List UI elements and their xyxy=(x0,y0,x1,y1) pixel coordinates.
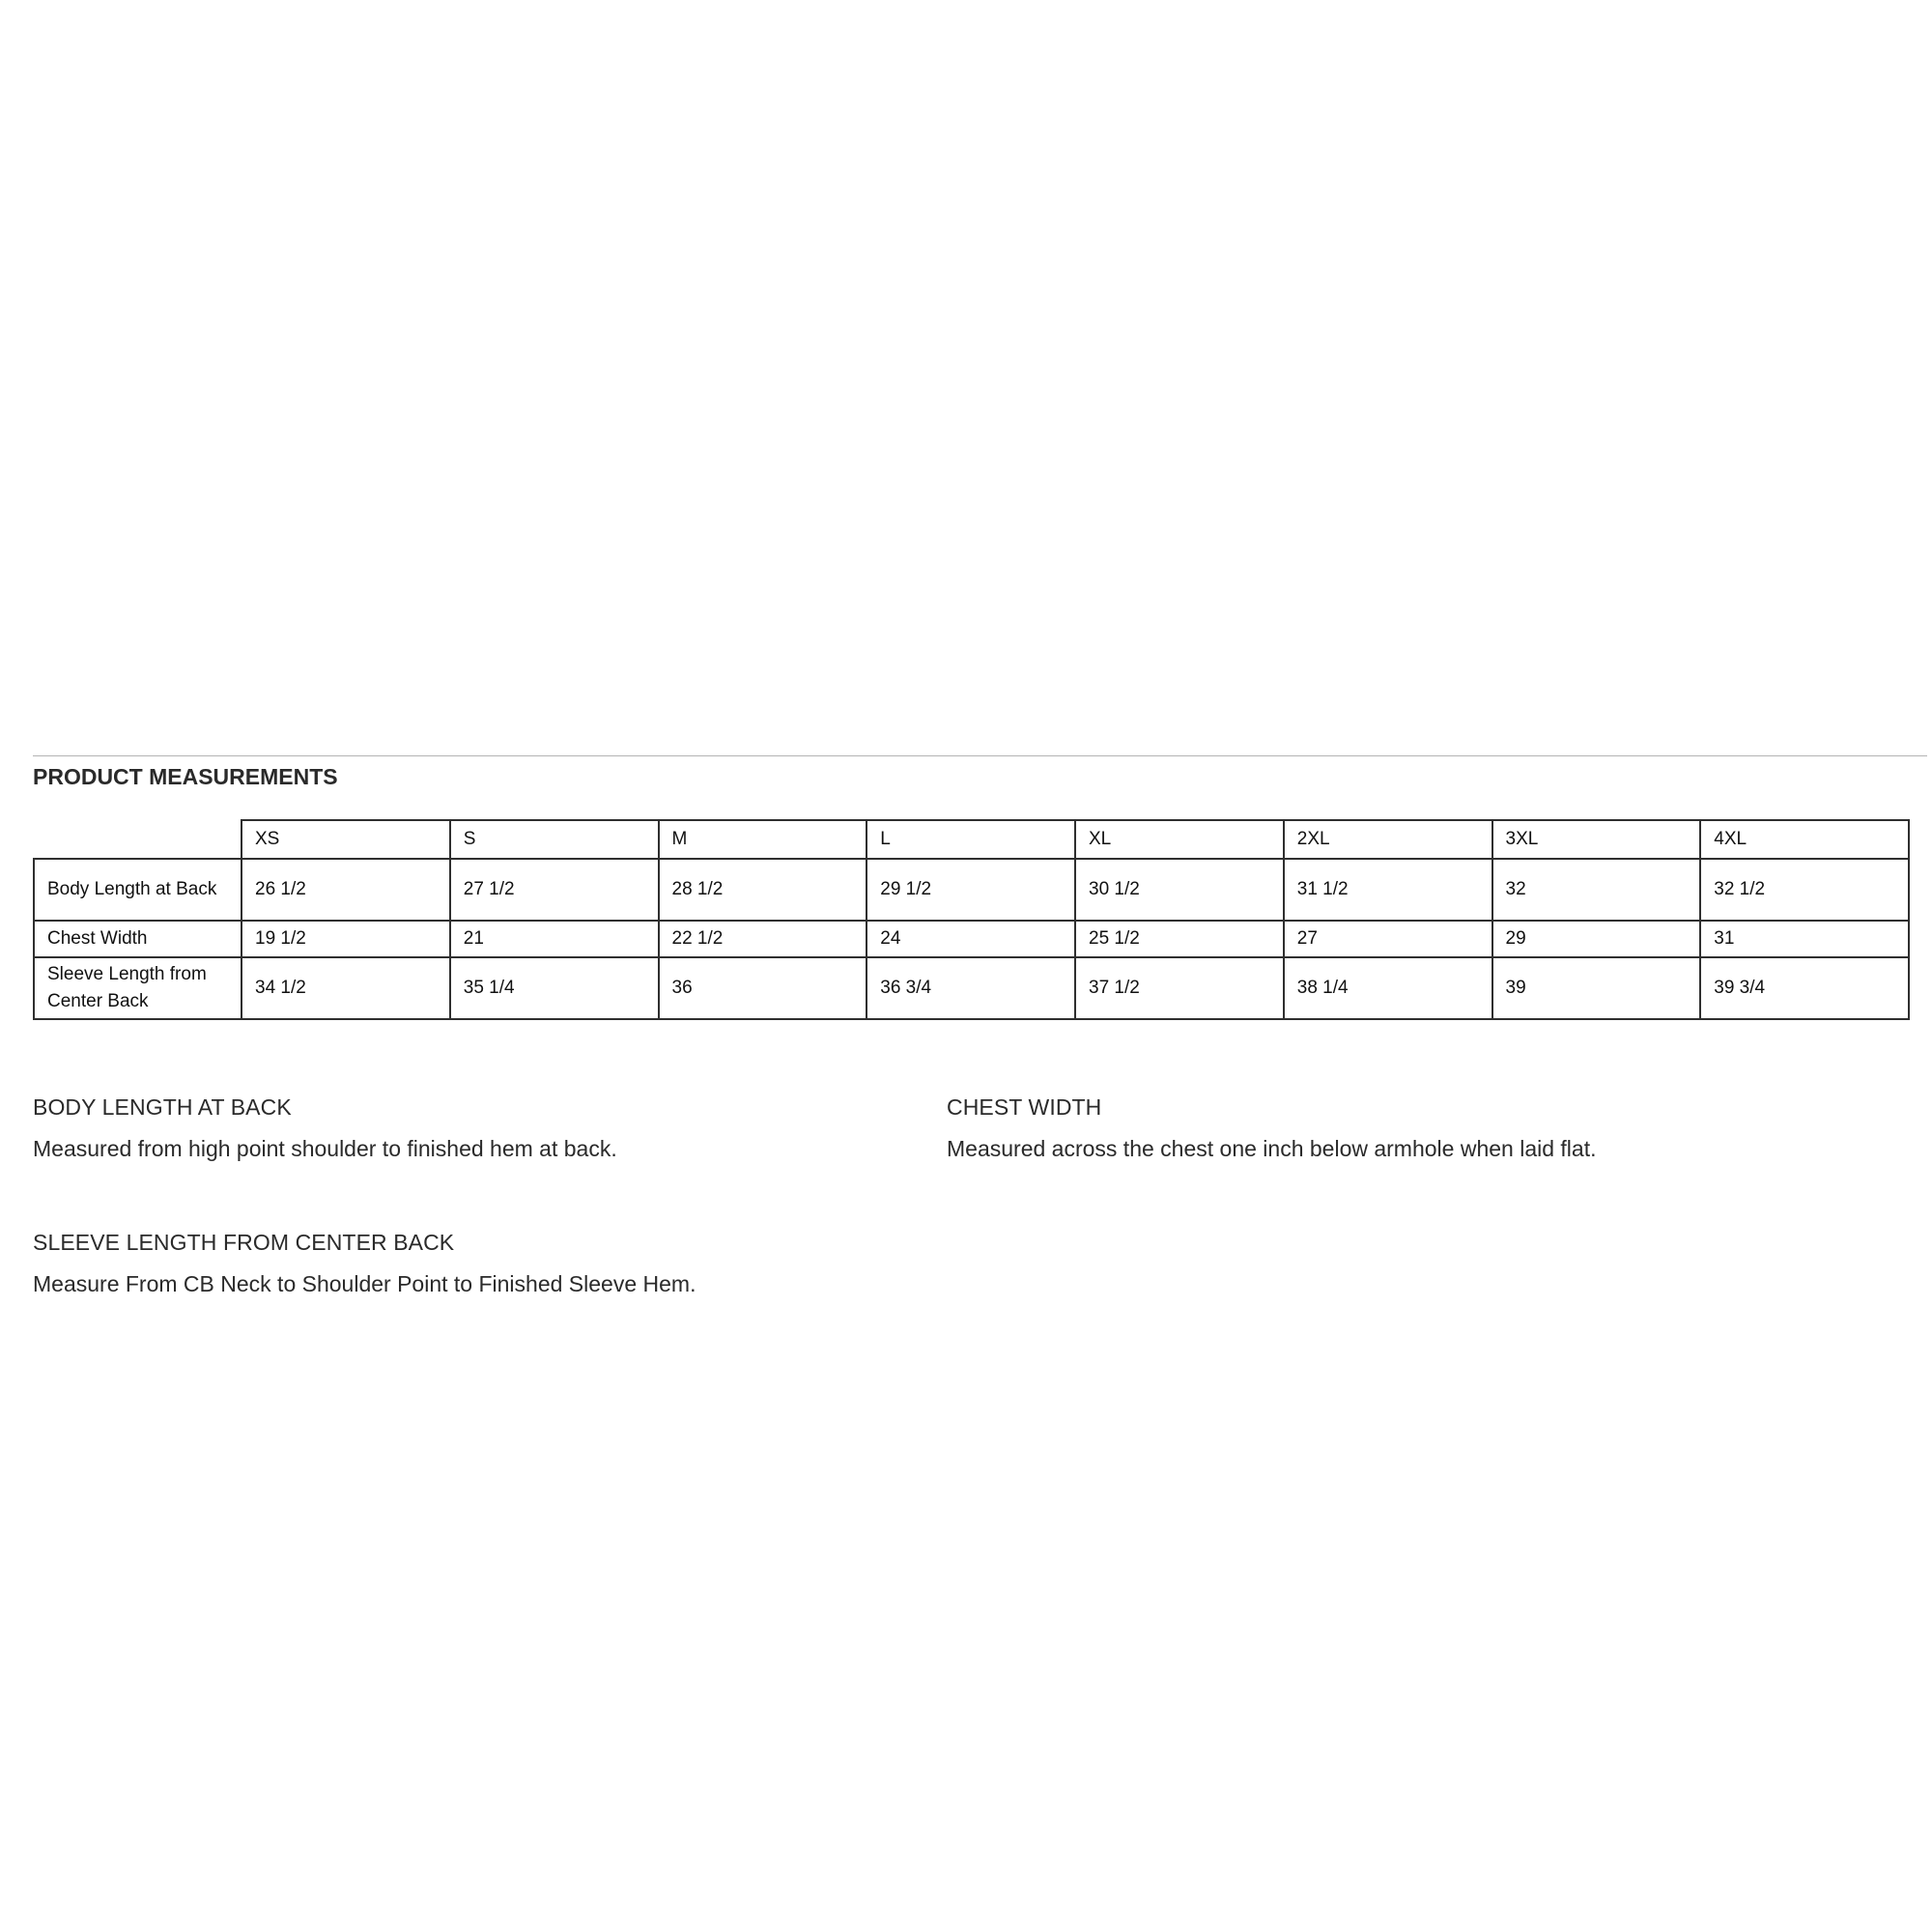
description-chest-width xyxy=(947,1094,1816,1162)
measurements-table-wrapper xyxy=(33,819,1910,1020)
section-title: PRODUCT MEASUREMENTS xyxy=(33,764,338,789)
description-title: SLEEVE LENGTH FROM CENTER BACK xyxy=(33,1230,455,1255)
table-cell: 30 1/2 xyxy=(1075,859,1284,921)
table-header-row xyxy=(34,820,1909,859)
table-cell: 27 xyxy=(1284,921,1492,957)
table-cell: 19 1/2 xyxy=(242,921,450,957)
row-label: Chest Width xyxy=(34,921,242,957)
table-cell: 28 1/2 xyxy=(659,859,867,921)
size-column-header: 3XL xyxy=(1492,820,1701,859)
table-cell: 38 1/4 xyxy=(1284,957,1492,1019)
size-column-header: L xyxy=(867,820,1075,859)
table-cell: 27 1/2 xyxy=(450,859,659,921)
description-text: Measure From CB Neck to Shoulder Point to Finished Sleeve Hem. xyxy=(33,1271,696,1296)
table-cell: 24 xyxy=(867,921,1075,957)
table-row-body-length xyxy=(34,859,1909,921)
size-column-header: S xyxy=(450,820,659,859)
table-row-sleeve-length xyxy=(34,957,1909,1019)
table-row-chest-width xyxy=(34,921,1909,957)
size-column-header: M xyxy=(659,820,867,859)
size-column-header: 2XL xyxy=(1284,820,1492,859)
table-cell: 29 1/2 xyxy=(867,859,1075,921)
description-title: CHEST WIDTH xyxy=(947,1094,1102,1120)
table-cell: 21 xyxy=(450,921,659,957)
description-sleeve-length xyxy=(33,1230,902,1297)
table-cell: 32 xyxy=(1492,859,1701,921)
table-cell: 36 xyxy=(659,957,867,1019)
table-cell: 29 xyxy=(1492,921,1701,957)
top-divider xyxy=(33,755,1927,756)
row-label: Body Length at Back xyxy=(34,859,242,921)
table-cell: 39 3/4 xyxy=(1700,957,1909,1019)
table-cell: 31 1/2 xyxy=(1284,859,1492,921)
description-title: BODY LENGTH AT BACK xyxy=(33,1094,292,1120)
table-cell: 36 3/4 xyxy=(867,957,1075,1019)
table-cell: 26 1/2 xyxy=(242,859,450,921)
table-cell: 32 1/2 xyxy=(1700,859,1909,921)
table-corner-cell xyxy=(34,820,242,859)
description-body-length xyxy=(33,1094,902,1162)
description-text: Measured from high point shoulder to finished hem at back. xyxy=(33,1136,617,1161)
size-column-header: XL xyxy=(1075,820,1284,859)
table-cell: 31 xyxy=(1700,921,1909,957)
row-label: Sleeve Length from Center Back xyxy=(34,957,242,1019)
measurements-table xyxy=(33,819,1910,1020)
size-column-header: XS xyxy=(242,820,450,859)
table-cell: 22 1/2 xyxy=(659,921,867,957)
description-text: Measured across the chest one inch below armhole when laid flat. xyxy=(947,1136,1597,1161)
table-cell: 25 1/2 xyxy=(1075,921,1284,957)
table-cell: 39 xyxy=(1492,957,1701,1019)
table-cell: 37 1/2 xyxy=(1075,957,1284,1019)
table-cell: 35 1/4 xyxy=(450,957,659,1019)
table-cell: 34 1/2 xyxy=(242,957,450,1019)
size-column-header: 4XL xyxy=(1700,820,1909,859)
